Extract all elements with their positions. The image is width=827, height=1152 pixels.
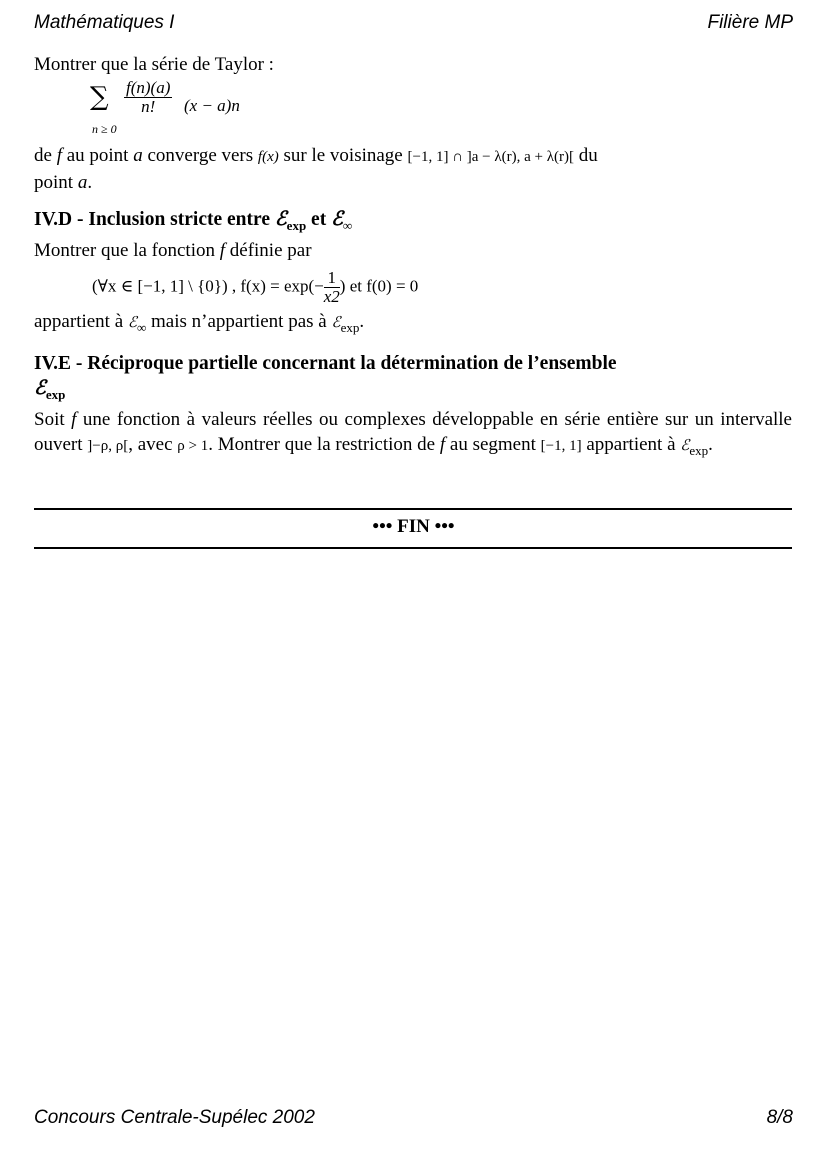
rule-bottom bbox=[34, 547, 792, 549]
sum-index: n ≥ 0 bbox=[92, 122, 117, 136]
formula-fraction: $\frac{1}{x2}$ bbox=[323, 268, 340, 306]
taylor-tail: (x − a)n bbox=[184, 96, 240, 115]
section-e-title: IV.E - Réciproque partielle concernant la détermination de l’ensemble ℰ$_{exp}$ bbox=[34, 353, 617, 402]
formula-left: (∀x ∈ [−1, 1] \ {0}) , f(x) = exp(− bbox=[92, 276, 324, 296]
fraction-numerator: f(n)(a) bbox=[126, 78, 171, 97]
rule-top bbox=[34, 508, 792, 510]
section-d-formula bbox=[34, 263, 792, 309]
header-left: Mathématiques I bbox=[34, 12, 175, 33]
fin-marker: ••• FIN ••• bbox=[372, 516, 455, 537]
section-d-title: IV.D - Inclusion stricte entre ℰ$_{exp}$ et ℰ$_\infty$ bbox=[34, 207, 353, 233]
fraction-denominator: n! bbox=[141, 97, 156, 116]
formula-right: ) et f(0) = 0 bbox=[339, 276, 419, 296]
taylor-formula bbox=[34, 78, 792, 141]
taylor-intro: Montrer que la série de Taylor : bbox=[34, 54, 274, 75]
page-body bbox=[34, 52, 792, 463]
sum-symbol: ∑ bbox=[90, 82, 109, 112]
section-e-p1: Soit f une fonction à valeurs réelles ou complexes développable en série entière sur un intervalle ouvert ]−ρ, ρ[, avec ρ > 1. Montrer que la restriction de f au segment [−1, 1] appartient à ℰ$_{exp}$. bbox=[34, 409, 792, 458]
footer-right: 8/8 bbox=[766, 1107, 793, 1128]
header-right: Filière MP bbox=[707, 12, 793, 33]
section-d-p1: Montrer que la fonction f définie par bbox=[34, 240, 312, 261]
section-d-p2: appartient à ℰ$_\infty$ mais n’appartient pas à ℰ$_{exp}$. bbox=[34, 311, 365, 335]
taylor-fraction bbox=[124, 79, 172, 116]
footer-left: Concours Centrale-Supélec 2002 bbox=[34, 1107, 315, 1128]
taylor-conclusion: de f au point a converge vers f(x) sur le voisinage [−1, 1] ∩ ]a − λ(r), a + λ(r)[ du point a. bbox=[34, 145, 598, 193]
